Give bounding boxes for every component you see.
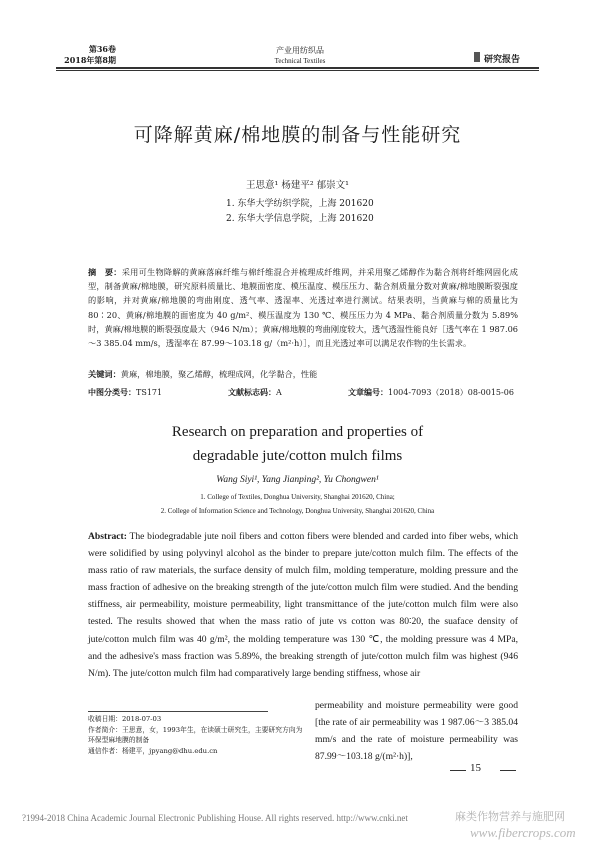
doc-code-label: 文献标志码： (228, 387, 276, 397)
received-date: 收稿日期：2018-07-03 (88, 715, 162, 723)
abstract-label-en: Abstract: (88, 531, 127, 542)
journal-name-en: Technical Textiles (274, 57, 326, 65)
authors-en: Wang Siyi¹, Yang Jianping², Yu Chongwen¹ (216, 475, 379, 485)
section-label: 研究报告 (484, 55, 521, 65)
abstract-text-en: The biodegradable jute noil fibers and cotton fibers were blended and carded into fiber webs, which were solidified by using polyvinyl alcohol as the binder to prepare jute/cotton mulch film. The effects of the mass ratio of raw materials, the surface density of mulch film, molding temperature, molding pressure and the mass fraction of adhesive on the breaking strength of the jute/cotton mulch film were studied. And the bending stiffness, air permeability, moisture permeability, light transmittance of the jute/cotton mulch film were also tested. The results showed that when the mass ratio of jute vs cotton was 80∶20, the suaface density of jute/cotton mulch film was 40 g/m², the molding temperature was 130 ℃, the molding pressure was 4 MPa, and the adhesive's mass fraction was 5.89%, the breaking strength of jute/cotton mulch film was highest (946 N/m). The jute/cotton mulch film had comparatively large bending stiffness, whose air (88, 531, 518, 679)
footnote (88, 714, 303, 756)
abstract-cn (88, 265, 518, 350)
keywords-text: 黄麻，棉地膜，聚乙烯醇，梳理成网，化学黏合，性能 (120, 369, 318, 379)
page-number: 15 (470, 762, 481, 774)
clc-label: 中图分类号： (88, 387, 136, 397)
watermark-url: www.fibercrops.com (470, 825, 576, 840)
header-divider (56, 67, 539, 69)
abstract-text-cn: 采用可生物降解的黄麻落麻纤维与棉纤维混合并梳理成纤维网，并采用聚乙烯醇作为黏合剂将纤维网固化成型，制备黄麻/棉地膜，研究原料质量比、地膜面密度、模压温度、模压压力、黏合剂质量分数对黄麻/棉地膜断裂强度的影响，并对黄麻/棉地膜的弯曲刚度、透气率、透湿率、光透过率进行测试。结果表明，当黄麻与棉的质量比为 80∶20、黄麻/棉地膜的面密度为 40 g/m²、模压温度为 130 ℃、模压压力为 4 MPa、黏合剂质量分数为 5.89% 时，黄麻/棉地膜的断裂强度最大（946 N/m）；黄麻/棉地膜的弯曲刚度较大，透气透湿性能良好［透气率在 1 987.06～3 385.04 mm/s，透湿率在 87.99～103.18 g/（m²·h）］，而且光透过率可以满足农作物的生长需求。 (88, 267, 518, 349)
author-bio: 作者简介：王思意，女，1993年生，在读硕士研究生，主要研究方向为环保型麻地膜的制备 (88, 725, 303, 744)
abstract-en (88, 528, 518, 682)
article-number (348, 385, 523, 400)
paper-title-en-line1: Research on preparation and properties of (171, 424, 424, 440)
article-no-label: 文章编号： (348, 387, 388, 397)
issue: 2018年第8期 (64, 55, 116, 65)
paper-title-en-line2: degradable jute/cotton mulch films (192, 448, 403, 464)
abstract-label-cn: 摘 要： (88, 267, 122, 277)
document-code (228, 385, 348, 400)
keywords-label: 关键词： (88, 369, 121, 379)
journal-name (220, 45, 380, 67)
abstract-en-continued: permeability and moisture permeability were good [the rate of air permeability was 1 987.06～3 385.04 mm/s and the rate of moisture permeability was 87.99～103.18 g/(m²·h)], (315, 700, 518, 763)
corresponding-author: 通信作者：杨建平，jpyang@dhu.edu.cn (88, 746, 218, 755)
page-number-dash-right (500, 770, 516, 771)
paper-title-en (0, 420, 595, 468)
affiliation-en-1: 1. College of Textiles, Donghua University, Shanghai 201620, China; (200, 493, 395, 501)
copyright-line: ?1994-2018 China Academic Journal Electronic Publishing House. All rights reserved. http://www.cnki.net (22, 813, 408, 823)
footnote-divider (88, 711, 268, 712)
clc-value: TS171 (136, 388, 163, 397)
page-number-dash-left (450, 770, 466, 771)
affiliation-en-2: 2. College of Information Science and Technology, Donghua University, Shanghai 201620, China (160, 507, 435, 515)
watermark-cn: 麻类作物营养与施肥网 (455, 810, 565, 823)
keywords-cn (88, 367, 518, 381)
affiliation-cn-2: 2. 东华大学信息学院，上海 201620 (226, 214, 374, 224)
affiliation-cn-1: 1. 东华大学纺织学院，上海 201620 (226, 199, 374, 209)
clc-number (88, 385, 208, 400)
journal-volume-issue (56, 44, 116, 66)
authors-cn: 王思意¹ 杨建平² 郁崇文¹ (246, 180, 349, 191)
section-marker-icon (474, 52, 480, 62)
article-no-value: 1004-7093（2018）08-0015-06 (388, 388, 514, 397)
header-divider-thin (56, 70, 539, 71)
journal-name-cn: 产业用纺织品 (276, 46, 324, 55)
volume: 第36卷 (88, 44, 116, 54)
doc-code-value: A (276, 388, 282, 397)
paper-title-cn: 可降解黄麻/棉地膜的制备与性能研究 (133, 124, 462, 146)
